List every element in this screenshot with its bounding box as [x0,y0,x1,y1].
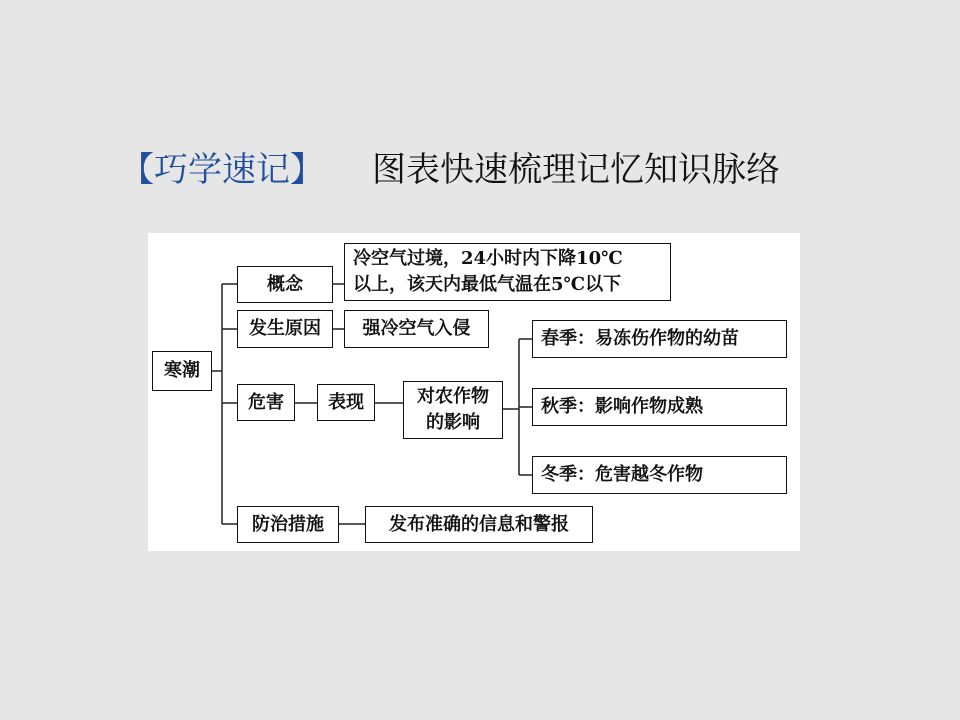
node-harm: 危害 [237,384,295,421]
root-node-cold-wave: 寒潮 [152,351,212,391]
node-autumn: 秋季：影响作物成熟 [532,388,787,426]
slide-title [120,148,780,192]
node-cause: 发生原因 [237,310,333,348]
concept-diagram [148,233,800,551]
title-tag: 【巧学速记】 [120,150,324,190]
node-spring: 春季：易冻伤作物的幼苗 [532,320,787,358]
node-crop-impact: 对农作物 的影响 [403,381,503,439]
node-cause-detail: 强冷空气入侵 [344,310,489,348]
node-concept-definition: 冷空气过境，24小时内下降10℃ 以上，该天内最低气温在5℃以下 [344,243,671,301]
node-winter: 冬季：危害越冬作物 [532,456,787,494]
node-prevention: 防治措施 [237,506,339,543]
node-prevention-detail: 发布准确的信息和警报 [365,506,593,543]
title-main: 图表快速梳理记忆知识脉络 [372,150,780,190]
node-concept: 概念 [237,266,333,303]
node-manifest: 表现 [317,384,375,421]
